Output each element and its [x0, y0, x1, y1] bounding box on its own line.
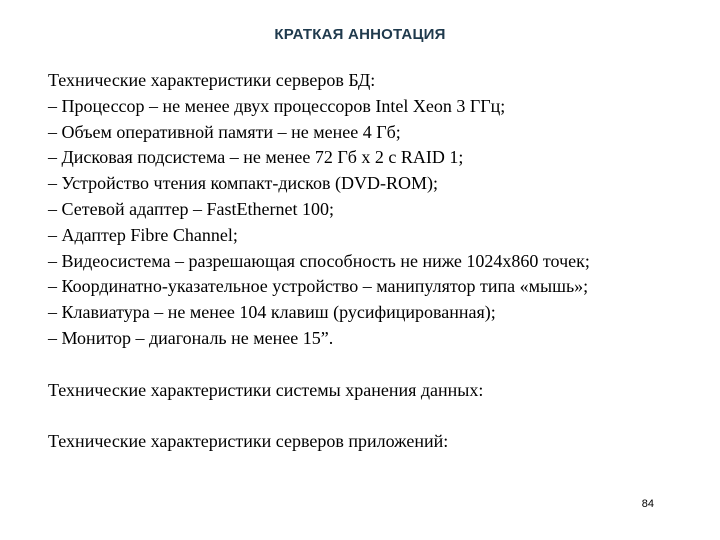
spec-item-dvd: – Устройство чтения компакт-дисков (DVD-ROM);: [48, 173, 438, 194]
spec-item-network: – Сетевой адаптер – FastEthernet 100;: [48, 198, 334, 219]
page-number: 84: [641, 498, 654, 510]
slide-body: [48, 68, 698, 455]
spec-item-cpu: – Процессор – не менее двух процессоров Intel Xeon 3 ГГц;: [48, 95, 506, 116]
spec-item-pointer: – Координатно-указательное устройство – манипулятор типа «мышь»;: [48, 276, 589, 297]
spec-item-fibre-channel: – Адаптер Fibre Channel;: [48, 224, 238, 245]
slide-title: КРАТКАЯ АННОТАЦИЯ: [274, 26, 446, 43]
spec-item-keyboard: – Клавиатура – не менее 104 клавиш (русифицированная);: [48, 302, 496, 323]
spec-item-disk: – Дисковая подсистема – не менее 72 Гб x 2 c RAID 1;: [48, 147, 464, 168]
app-servers-heading: Технические характеристики серверов приложений:: [48, 431, 449, 452]
spec-item-ram: – Объем оперативной памяти – не менее 4 Гб;: [48, 121, 401, 142]
paragraph-spacer: [48, 352, 698, 378]
spec-item-monitor: – Монитор – диагональ не менее 15”.: [48, 327, 334, 348]
spec-item-video: – Видеосистема – разрешающая способность не ниже 1024x860 точек;: [48, 250, 590, 271]
paragraph-spacer: [48, 403, 698, 429]
db-servers-heading: Технические характеристики серверов БД:: [48, 70, 376, 90]
storage-heading: Технические характеристики системы хранения данных:: [48, 379, 484, 400]
